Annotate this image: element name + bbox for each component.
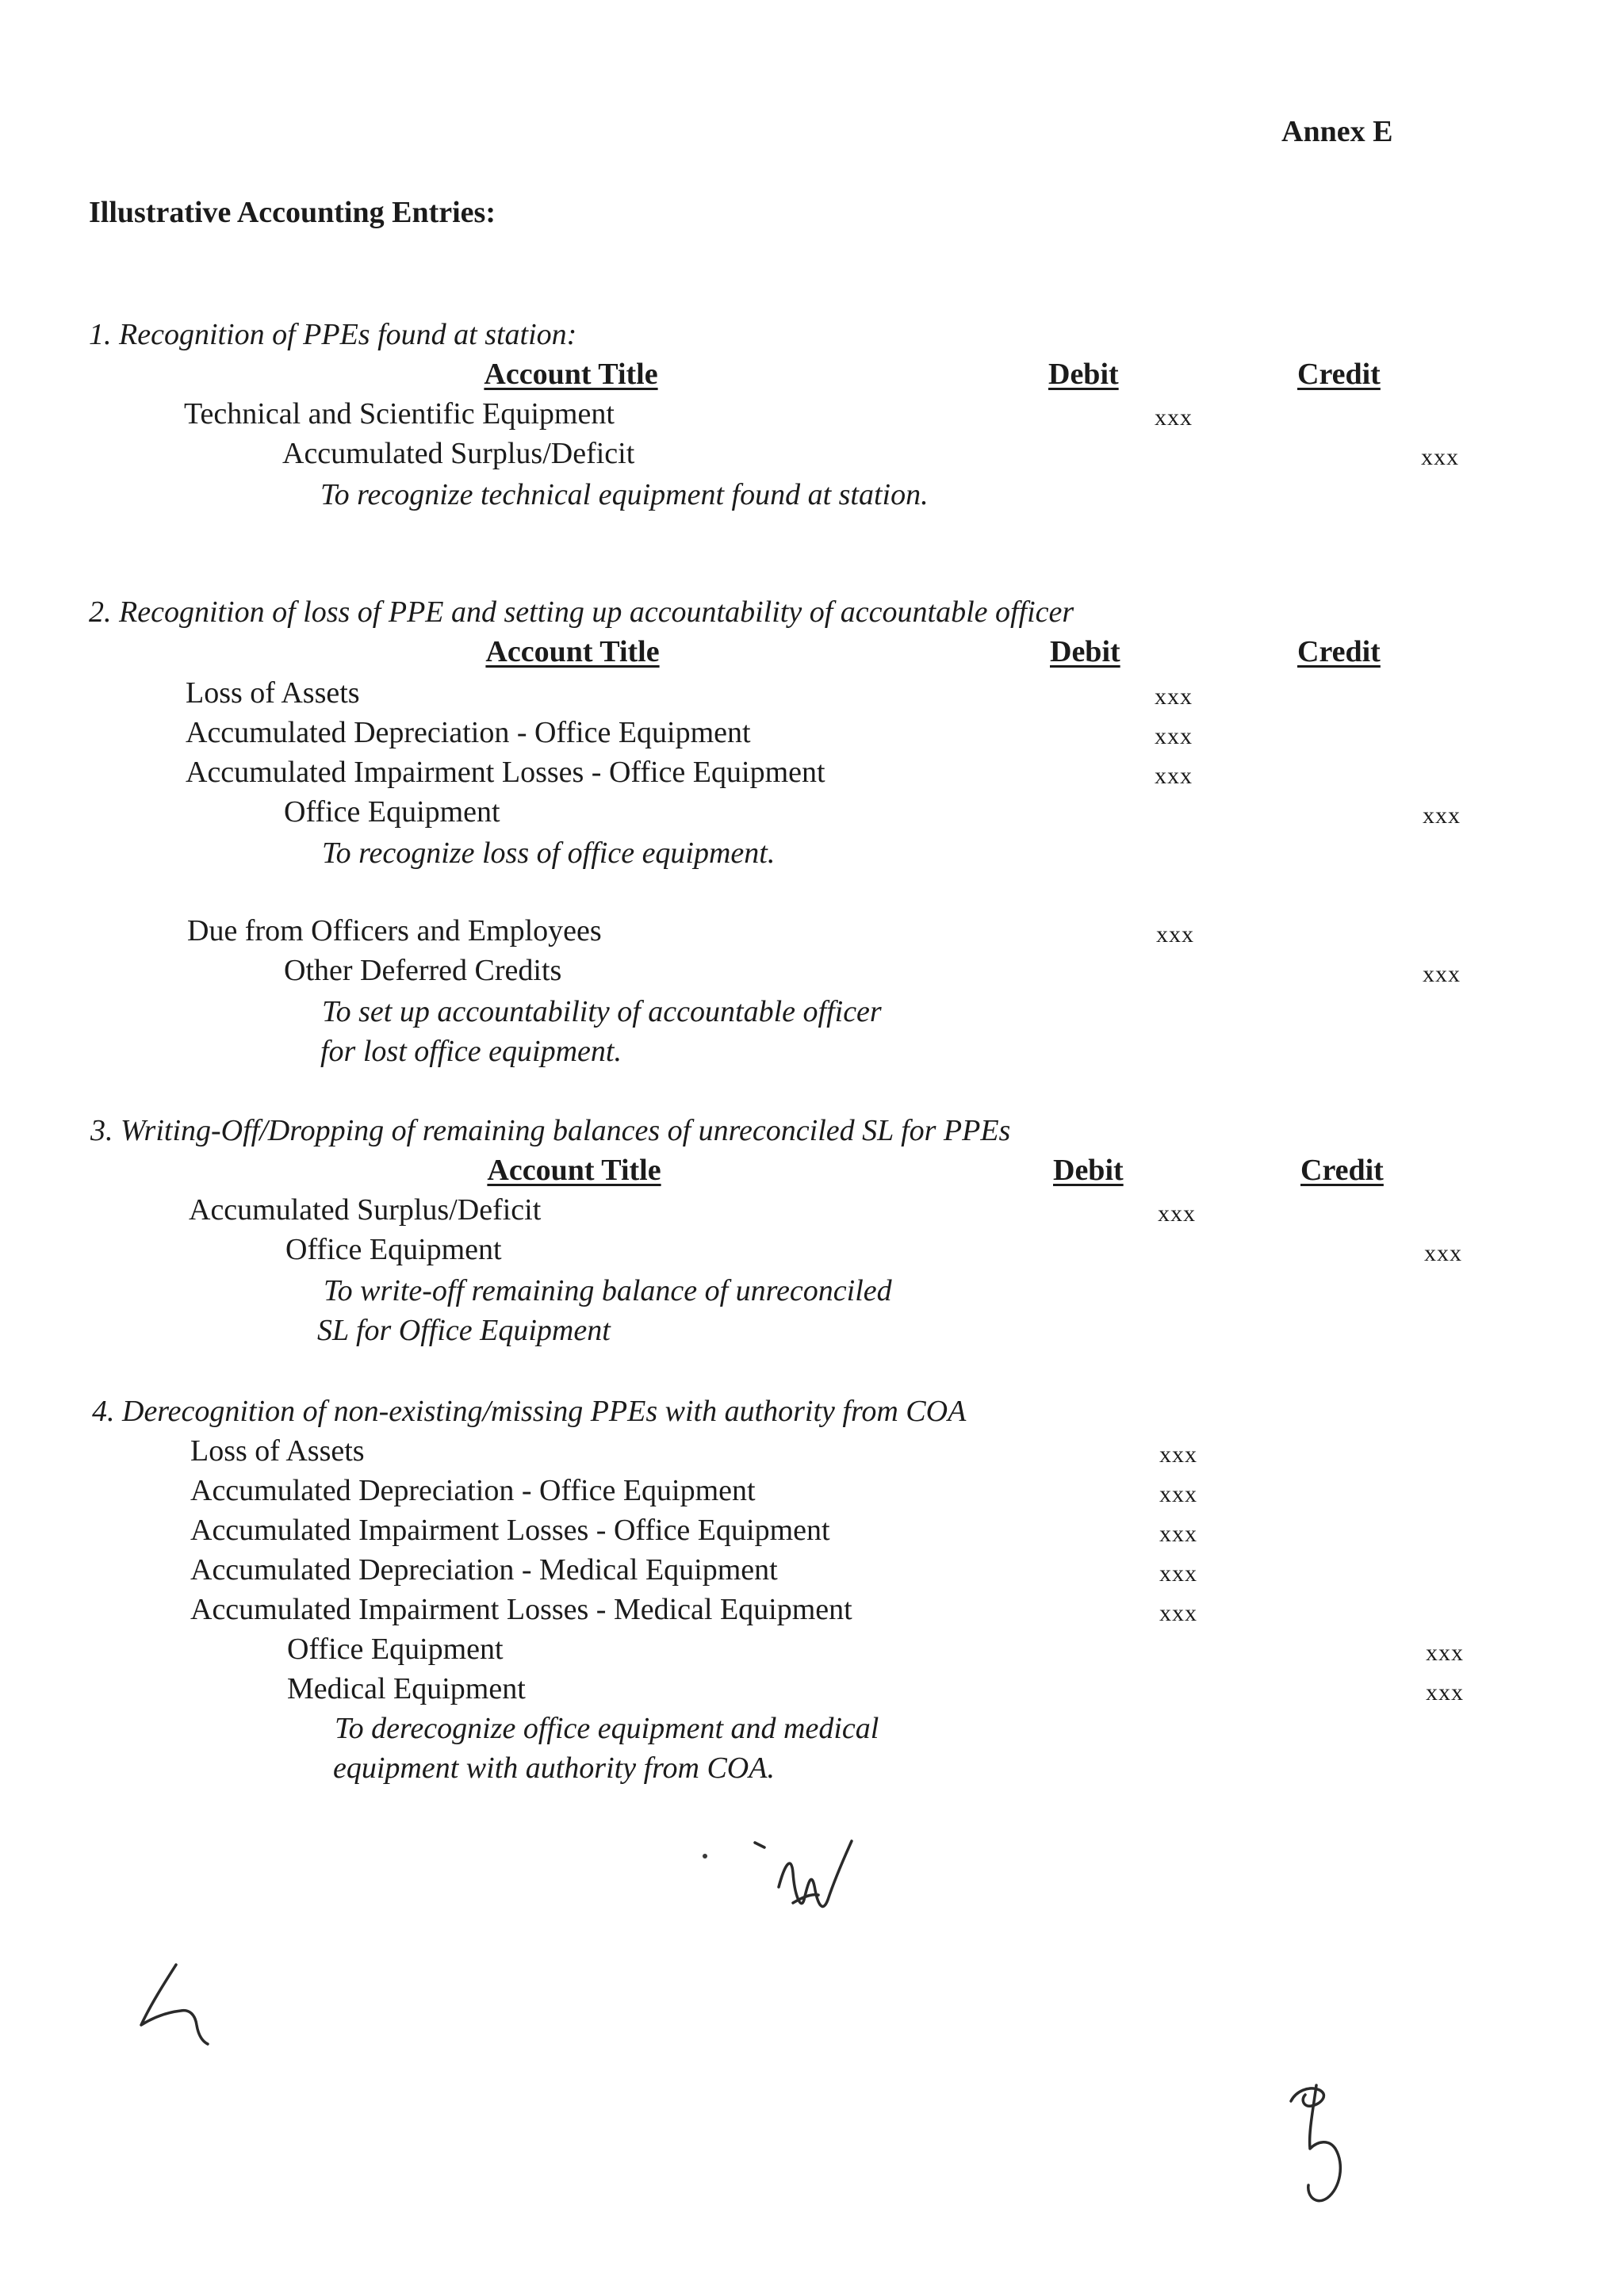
- column-header-credit: Credit: [1300, 1154, 1384, 1187]
- account-name: Accumulated Impairment Losses - Office Equipment: [186, 756, 825, 789]
- credit-line: [0, 1671, 1624, 1711]
- account-name: Accumulated Depreciation - Medical Equipment: [190, 1553, 778, 1587]
- account-name: Accumulated Impairment Losses - Office Equipment: [190, 1514, 830, 1547]
- entry-explanation: To write-off remaining balance of unreconciled: [324, 1274, 892, 1307]
- debit-line: [0, 1473, 1624, 1513]
- section-heading: 1. Recognition of PPEs found at station:: [89, 318, 577, 351]
- account-name: Office Equipment: [287, 1633, 504, 1666]
- debit-line: [0, 913, 1624, 953]
- entry-explanation: To set up accountability of accountable officer: [322, 995, 882, 1028]
- credit-amount: xxx: [1423, 802, 1461, 829]
- debit-amount: xxx: [1159, 1600, 1197, 1626]
- account-name: Office Equipment: [284, 795, 500, 829]
- debit-line: [0, 1592, 1624, 1632]
- debit-amount: xxx: [1155, 683, 1193, 710]
- account-name: Technical and Scientific Equipment: [184, 397, 615, 431]
- entry-explanation: To recognize loss of office equipment.: [322, 836, 776, 870]
- section-heading: 2. Recognition of loss of PPE and setting up accountability of accountable officer: [89, 595, 1074, 629]
- debit-amount: xxx: [1155, 763, 1193, 789]
- account-name: Other Deferred Credits: [284, 954, 562, 987]
- debit-amount: xxx: [1155, 404, 1193, 431]
- signature-initials-right: [1277, 2077, 1364, 2212]
- credit-amount: xxx: [1426, 1640, 1464, 1666]
- signature-initials-left: [127, 1958, 238, 2054]
- section-heading: 3. Writing-Off/Dropping of remaining balances of unreconciled SL for PPEs: [90, 1114, 1011, 1147]
- column-header-account-title: Account Title: [487, 1154, 661, 1187]
- account-name: Accumulated Depreciation - Office Equipment: [190, 1474, 756, 1507]
- credit-line: [0, 794, 1624, 834]
- account-name: Accumulated Impairment Losses - Medical Equipment: [190, 1593, 852, 1626]
- column-header-credit: Credit: [1297, 635, 1381, 668]
- debit-amount: xxx: [1159, 1441, 1197, 1468]
- debit-line: [0, 1192, 1624, 1232]
- entry-explanation: for lost office equipment.: [320, 1035, 622, 1068]
- account-name: Accumulated Surplus/Deficit: [189, 1193, 542, 1227]
- debit-amount: xxx: [1159, 1481, 1197, 1507]
- ink-mark: [753, 1839, 772, 1852]
- credit-amount: xxx: [1423, 961, 1461, 987]
- column-header-debit: Debit: [1050, 635, 1120, 668]
- credit-amount: xxx: [1421, 444, 1459, 470]
- ink-dot: [703, 1854, 707, 1859]
- annex-label: Annex E: [1281, 115, 1393, 148]
- entry-explanation: To derecognize office equipment and medical: [335, 1712, 879, 1745]
- debit-amount: xxx: [1156, 921, 1194, 947]
- signature-initials-center: [769, 1824, 864, 1950]
- debit-line: [0, 1434, 1624, 1473]
- column-header-account-title: Account Title: [485, 635, 660, 668]
- credit-amount: xxx: [1426, 1679, 1464, 1705]
- account-name: Accumulated Depreciation - Office Equipment: [186, 716, 751, 749]
- credit-line: [0, 1632, 1624, 1671]
- column-header-account-title: Account Title: [484, 358, 658, 391]
- document-title: Illustrative Accounting Entries:: [89, 196, 496, 229]
- debit-amount: xxx: [1158, 1200, 1196, 1227]
- debit-amount: xxx: [1155, 723, 1193, 749]
- column-header-debit: Debit: [1053, 1154, 1124, 1187]
- section-heading: 4. Derecognition of non-existing/missing PPEs with authority from COA: [92, 1395, 967, 1428]
- debit-line: [0, 1513, 1624, 1552]
- debit-line: [0, 676, 1624, 715]
- account-name: Accumulated Surplus/Deficit: [282, 437, 635, 470]
- debit-line: [0, 1552, 1624, 1592]
- debit-amount: xxx: [1159, 1521, 1197, 1547]
- debit-line: [0, 396, 1624, 436]
- entry-explanation: equipment with authority from COA.: [333, 1751, 775, 1785]
- credit-line: [0, 953, 1624, 993]
- debit-line: [0, 755, 1624, 794]
- account-name: Office Equipment: [285, 1233, 502, 1266]
- column-header-debit: Debit: [1048, 358, 1119, 391]
- credit-amount: xxx: [1424, 1240, 1462, 1266]
- account-name: Medical Equipment: [287, 1672, 526, 1705]
- entry-explanation: SL for Office Equipment: [317, 1314, 611, 1347]
- credit-line: [0, 1232, 1624, 1272]
- credit-line: [0, 436, 1624, 476]
- entry-explanation: To recognize technical equipment found at station.: [320, 478, 929, 511]
- debit-line: [0, 715, 1624, 755]
- debit-amount: xxx: [1159, 1560, 1197, 1587]
- account-name: Due from Officers and Employees: [187, 914, 602, 947]
- account-name: Loss of Assets: [190, 1434, 365, 1468]
- column-header-credit: Credit: [1297, 358, 1381, 391]
- account-name: Loss of Assets: [186, 676, 360, 710]
